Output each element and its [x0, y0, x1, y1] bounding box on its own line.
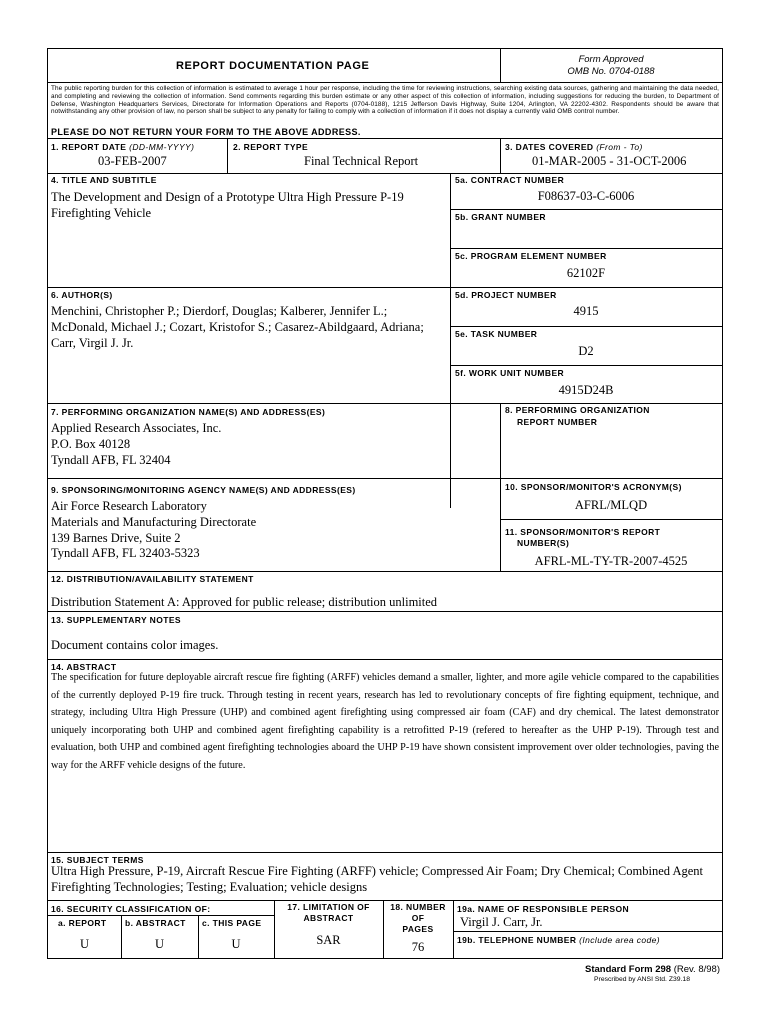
project-number-value: 4915 [573, 304, 599, 318]
title-subtitle-label: 4. TITLE AND SUBTITLE [51, 175, 157, 185]
task-number-value: D2 [578, 344, 594, 358]
dates-covered-label: 3. DATES COVERED (From - To) [505, 142, 643, 152]
sponsoring-agency-line-1: Air Force Research Laboratory [51, 499, 207, 513]
program-element-value: 62102F [566, 266, 606, 280]
security-report-value: U [79, 937, 90, 951]
title-subtitle-value: The Development and Design of a Prototype Ultra High Pressure P-19 Firefighting Vehicle [51, 190, 404, 220]
num-pages-label-2: OF [411, 913, 425, 923]
supplementary-value: Document contains color images. [51, 638, 219, 652]
sponsor-report-label-1: 11. SPONSOR/MONITOR'S REPORT [505, 527, 661, 537]
standard-form-footer [520, 964, 720, 975]
authors-label: 6. AUTHOR(S) [51, 290, 113, 300]
abstract-label: 14. ABSTRACT [51, 662, 117, 672]
sponsor-report-value: AFRL-ML-TY-TR-2007-4525 [534, 554, 688, 568]
report-documentation-form [47, 48, 723, 959]
sponsoring-agency-line-2: Materials and Manufacturing Directorate [51, 515, 257, 529]
subject-terms-value: Ultra High Pressure, P-19, Aircraft Rescue Fire Fighting (ARFF) vehicle; Compressed Air Foam; Dry Chemical; Combined Agent Firefighting Technologies; Testing; Evaluation; vehicle designs [51, 864, 703, 894]
work-unit-label: 5f. WORK UNIT NUMBER [455, 368, 565, 378]
performing-org-line-3: Tyndall AFB, FL 32404 [51, 453, 171, 467]
abstract-value: The specification for future deployable aircraft rescue fire fighting (ARFF) vehicles demand a smaller, lighter, and more agile vehicle compared to the capabilities of the currently deployed P-19 fire truck. Through testing in recent years, research has led to revolutionary concepts of fire fighting equipment, technique, and strategy, including Ultra High Pressure (UHP) and combined agent firefighting using compressed air foam (CAF) and dry chemical. The latest demonstrator uniquely incorporating both UHP and combined agent firefighting capability is a retrofitted P-19 (refered to hereafter as the UHP P-19). Through test and evaluation, both UHP and combined agent firefighting technologies aboard the UHP P-19 have shown consistent improvement over older technologies, paving the way for the ARFF vehicle designs of the future. [51, 672, 719, 771]
security-abstract-value: U [154, 937, 165, 951]
num-pages-label-3: PAGES [402, 924, 434, 934]
security-page-label: c. THIS PAGE [202, 918, 262, 928]
dates-covered-value: 01-MAR-2005 - 31-OCT-2006 [532, 154, 687, 168]
num-pages-value: 76 [411, 940, 425, 954]
distribution-value: Distribution Statement A: Approved for public release; distribution unlimited [51, 595, 438, 609]
report-type-value: Final Technical Report [304, 154, 419, 168]
performing-org-line-1: Applied Research Associates, Inc. [51, 421, 222, 435]
responsible-person-value: Virgil J. Carr, Jr. [460, 915, 543, 929]
limitation-label-1: 17. LIMITATION OF [287, 902, 370, 912]
grant-number-label: 5b. GRANT NUMBER [455, 212, 546, 222]
security-report-label: a. REPORT [58, 918, 107, 928]
responsible-person-label: 19a. NAME OF RESPONSIBLE PERSON [457, 904, 630, 914]
limitation-label-2: ABSTRACT [303, 913, 354, 923]
performing-report-label-1: 8. PERFORMING ORGANIZATION [505, 405, 650, 415]
security-abstract-label: b. ABSTRACT [125, 918, 186, 928]
sponsoring-agency-line-4: Tyndall AFB, FL 32403-5323 [51, 546, 200, 560]
standard-form-name: Standard Form 298 [585, 964, 672, 975]
do-not-return-notice: PLEASE DO NOT RETURN YOUR FORM TO THE ABOVE ADDRESS. [51, 127, 361, 137]
performing-org-label: 7. PERFORMING ORGANIZATION NAME(S) AND ADDRESS(ES) [51, 407, 326, 417]
authors-value: Menchini, Christopher P.; Dierdorf, Douglas; Kalberer, Jennifer L.; McDonald, Michael J.; Cozart, Kristofor S.; Casarez-Abildgaard, Adriana; Carr, Virgil J. Jr. [51, 304, 424, 350]
supplementary-label: 13. SUPPLEMENTARY NOTES [51, 615, 181, 625]
limitation-value: SAR [316, 933, 341, 947]
sponsor-acronym-value: AFRL/MLQD [574, 498, 648, 512]
performing-org-line-2: P.O. Box 40128 [51, 437, 131, 451]
security-page-value: U [231, 937, 241, 951]
prescribed-by: Prescribed by ANSI Std. Z39.18 [594, 976, 690, 983]
sponsoring-agency-line-3: 139 Barnes Drive, Suite 2 [51, 531, 181, 545]
form-approved-text: Form Approved [578, 54, 644, 65]
standard-form-rev: (Rev. 8/98) [673, 964, 720, 975]
distribution-label: 12. DISTRIBUTION/AVAILABILITY STATEMENT [51, 574, 254, 584]
telephone-label: 19b. TELEPHONE NUMBER (Include area code) [457, 935, 660, 945]
num-pages-label-1: 18. NUMBER [390, 902, 446, 912]
project-number-label: 5d. PROJECT NUMBER [455, 290, 557, 300]
sponsor-acronym-label: 10. SPONSOR/MONITOR'S ACRONYM(S) [505, 482, 682, 492]
report-date-label: 1. REPORT DATE (DD-MM-YYYY) [51, 142, 195, 152]
omb-number: OMB No. 0704-0188 [567, 66, 655, 77]
burden-notice: The public reporting burden for this collection of information is estimated to average 1 hour per response, including the time for reviewing instructions, searching existing data sources, gathering and maintaining the data needed, and completing and reviewing the collection of information. Send comments regarding this burden estimate or any other aspect of this collection of information, including suggestions for reducing the burden, to Department of Defense, Washington Headquarters Services, Directorate for Information Operations and Reports (0704-0188), 1215 Jefferson Davis Highway, Suite 1204, Arlington, VA 22202-4302. Respondents should be aware that notwithstanding any other provision of law, no person shall be subject to any penalty for failing to comply with a collection of information if it does not display a currently valid OMB control number. [51, 85, 719, 116]
work-unit-value: 4915D24B [558, 383, 614, 397]
sponsor-report-label-2: NUMBER(S) [517, 538, 570, 548]
performing-report-label-2: REPORT NUMBER [517, 417, 598, 427]
contract-number-label: 5a. CONTRACT NUMBER [455, 175, 565, 185]
subject-terms-label: 15. SUBJECT TERMS [51, 855, 144, 865]
task-number-label: 5e. TASK NUMBER [455, 329, 538, 339]
contract-number-value: F08637-03-C-6006 [537, 189, 635, 203]
sponsoring-agency-label: 9. SPONSORING/MONITORING AGENCY NAME(S) AND ADDRESS(ES) [51, 485, 356, 495]
form-approved-block [500, 54, 722, 78]
security-classification-label: 16. SECURITY CLASSIFICATION OF: [51, 904, 211, 914]
report-date-value: 03-FEB-2007 [98, 154, 167, 168]
program-element-label: 5c. PROGRAM ELEMENT NUMBER [455, 251, 607, 261]
report-type-label: 2. REPORT TYPE [233, 142, 309, 152]
form-title: REPORT DOCUMENTATION PAGE [176, 60, 370, 72]
